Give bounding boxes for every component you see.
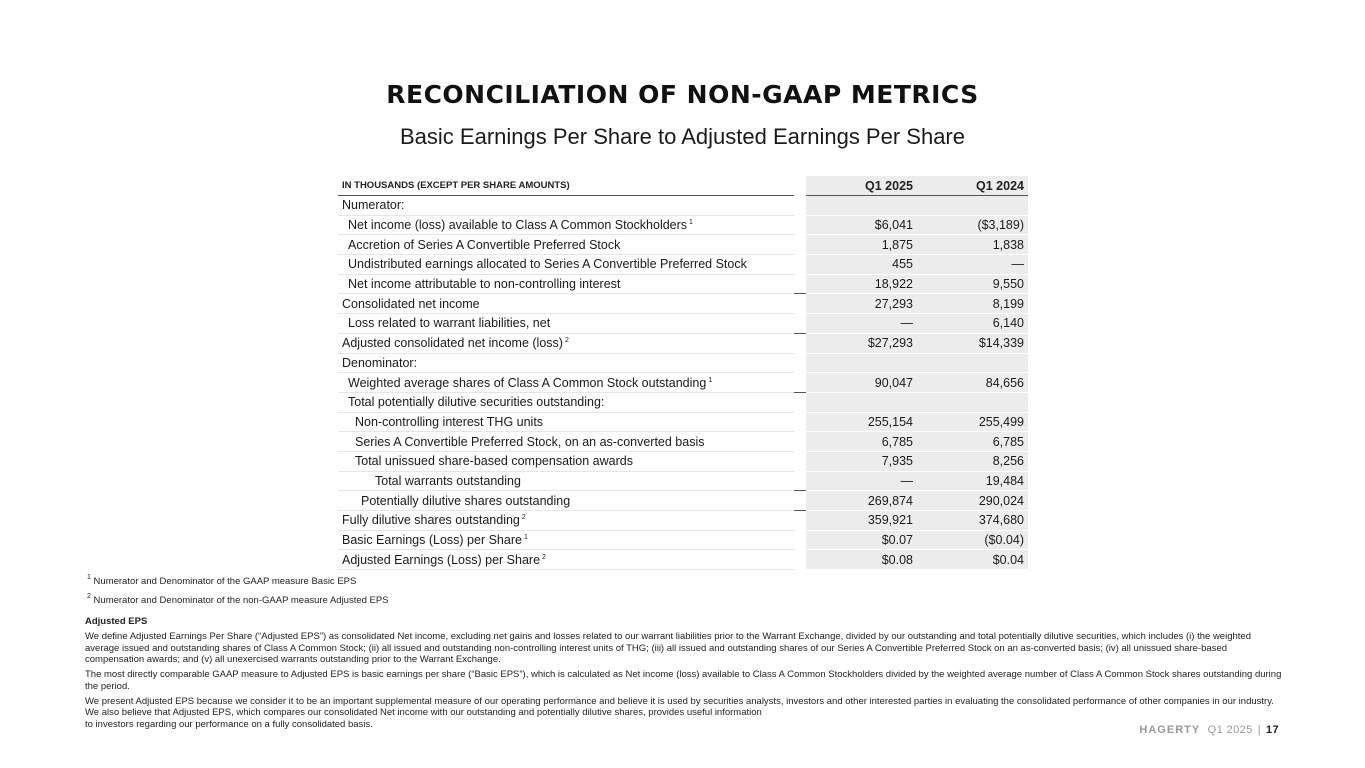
header-label: IN THOUSANDS (EXCEPT PER SHARE AMOUNTS): [338, 176, 794, 196]
table-row: [338, 196, 1028, 216]
value-q1-2024: [917, 196, 1028, 216]
row-label: Numerator:: [338, 196, 794, 216]
value-q1-2024: ($0.04): [917, 530, 1028, 550]
footnote-2: $^2$ Numerator and Denominator of the non-GAAP measure Adjusted EPS: [87, 593, 389, 606]
value-q1-2024: 8,199: [917, 294, 1028, 314]
row-label: Accretion of Series A Convertible Preferred Stock: [338, 235, 794, 255]
value-q1-2024: 374,680: [917, 511, 1028, 531]
value-q1-2024: $0.04: [917, 550, 1028, 570]
row-label: Series A Convertible Preferred Stock, on an as-converted basis: [338, 432, 794, 452]
row-label: Denominator:: [338, 353, 794, 373]
row-label: Weighted average shares of Class A Common Stock outstanding $^1$: [338, 373, 794, 393]
page-subtitle: Basic Earnings Per Share to Adjusted Earnings Per Share: [400, 124, 965, 149]
row-label: Non-controlling interest THG units: [338, 412, 794, 432]
table-row: [338, 432, 1028, 452]
table-row: [338, 274, 1028, 294]
row-label: Undistributed earnings allocated to Series A Convertible Preferred Stock: [338, 255, 794, 275]
row-label: Adjusted Earnings (Loss) per Share $^2$: [338, 550, 794, 570]
footnote-1: $^1$ Numerator and Denominator of the GAAP measure Basic EPS: [87, 574, 357, 587]
value-q1-2025: 455: [806, 255, 917, 275]
value-q1-2024: $14,339: [917, 333, 1028, 353]
row-label: Adjusted consolidated net income (loss) $^2$: [338, 333, 794, 353]
footer-separator: |: [1257, 724, 1261, 736]
notes-section: [85, 572, 1285, 734]
row-label: Net income (loss) available to Class A Common Stockholders $^1$: [338, 215, 794, 235]
page-footer: [1139, 724, 1279, 736]
table-row: [338, 294, 1028, 314]
table-row: [338, 451, 1028, 471]
table-row: [338, 550, 1028, 570]
row-label: Total potentially dilutive securities outstanding:: [338, 392, 794, 412]
footer-period: Q1 2025: [1207, 724, 1253, 736]
table-row: [338, 471, 1028, 491]
table-row: [338, 255, 1028, 275]
row-label: Basic Earnings (Loss) per Share $^1$: [338, 530, 794, 550]
table-body: [338, 196, 1028, 570]
page-title: RECONCILIATION OF NON-GAAP METRICS: [386, 80, 979, 109]
table-row: [338, 353, 1028, 373]
value-q1-2025: 18,922: [806, 274, 917, 294]
value-q1-2025: 1,875: [806, 235, 917, 255]
table-row: [338, 215, 1028, 235]
value-q1-2025: [806, 392, 917, 412]
value-q1-2024: 1,838: [917, 235, 1028, 255]
value-q1-2024: 8,256: [917, 451, 1028, 471]
value-q1-2025: [806, 196, 917, 216]
row-label: Fully dilutive shares outstanding $^2$: [338, 511, 794, 531]
table-row: [338, 392, 1028, 412]
value-q1-2025: 255,154: [806, 412, 917, 432]
value-q1-2024: 9,550: [917, 274, 1028, 294]
value-q1-2025: $0.08: [806, 550, 917, 570]
table-row: [338, 530, 1028, 550]
value-q1-2025: —: [806, 471, 917, 491]
row-label: Net income attributable to non-controlling interest: [338, 274, 794, 294]
value-q1-2025: 359,921: [806, 511, 917, 531]
reconciliation-table: [338, 176, 1028, 570]
value-q1-2024: 6,785: [917, 432, 1028, 452]
row-label: Potentially dilutive shares outstanding: [338, 491, 794, 511]
page-number: 17: [1265, 724, 1279, 736]
value-q1-2024: 19,484: [917, 471, 1028, 491]
value-q1-2024: 84,656: [917, 373, 1028, 393]
table-row: [338, 314, 1028, 334]
value-q1-2025: $0.07: [806, 530, 917, 550]
adjusted-eps-paragraph-1: We define Adjusted Earnings Per Share (“Adjusted EPS”) as consolidated Net income, excluding net gains and losses related to our warrant liabilities prior to the Warrant Exchange, divided by our outstanding and total potentially dilutive securities, which includes (i) the weighted average issued and outstanding shares of Class A Common Stock; (ii) all issued and outstanding non-controlling interest units of THG; (iii) all issued and outstanding shares of our Series A Convertible Preferred Stock on an as-converted basis; (iv) all unissued share-based compensation awards; and (v) all unexercised warrants outstanding prior to the Warrant Exchange.: [85, 631, 1251, 665]
table-row: [338, 412, 1028, 432]
row-label: Total unissued share-based compensation awards: [338, 451, 794, 471]
value-q1-2024: [917, 392, 1028, 412]
value-q1-2024: [917, 353, 1028, 373]
value-q1-2025: 90,047: [806, 373, 917, 393]
table-row: [338, 491, 1028, 511]
table-row: [338, 333, 1028, 353]
value-q1-2024: 6,140: [917, 314, 1028, 334]
adjusted-eps-heading: Adjusted EPS: [85, 615, 148, 627]
value-q1-2025: 6,785: [806, 432, 917, 452]
header-q1-2024: Q1 2024: [917, 176, 1028, 196]
adjusted-eps-paragraph-2: The most directly comparable GAAP measure to Adjusted EPS is basic earnings per share (“Basic EPS”), which is calculated as Net income (loss) available to Class A Common Stockholders divided by the weighted average number of Class A Common Stock shares outstanding during the period.: [85, 669, 1282, 692]
value-q1-2025: [806, 353, 917, 373]
adjusted-eps-paragraph-3: We present Adjusted EPS because we consider it to be an important supplemental measure of our operating performance and believe it is used by securities analysts, investors and other interested parties in evaluating the consolidated performance of other companies in our industry. We also believe that Adjusted EPS, which compares our consolidated Net income with our outstanding and potentially dilutive shares, provides useful information to investors regarding our performance on a fully consolidated basis.: [85, 695, 1274, 730]
brand-logo: HAGERTY: [1139, 724, 1201, 736]
value-q1-2025: 7,935: [806, 451, 917, 471]
table-row: [338, 511, 1028, 531]
table-row: [338, 235, 1028, 255]
value-q1-2025: $27,293: [806, 333, 917, 353]
header-q1-2025: Q1 2025: [806, 176, 917, 196]
row-label: Loss related to warrant liabilities, net: [338, 314, 794, 334]
value-q1-2025: —: [806, 314, 917, 334]
row-label: Consolidated net income: [338, 294, 794, 314]
table-row: [338, 373, 1028, 393]
table-header-row: [338, 176, 1028, 196]
value-q1-2024: 255,499: [917, 412, 1028, 432]
value-q1-2024: 290,024: [917, 491, 1028, 511]
row-label: Total warrants outstanding: [338, 471, 794, 491]
value-q1-2025: 269,874: [806, 491, 917, 511]
value-q1-2024: —: [917, 255, 1028, 275]
value-q1-2025: $6,041: [806, 215, 917, 235]
value-q1-2025: 27,293: [806, 294, 917, 314]
value-q1-2024: ($3,189): [917, 215, 1028, 235]
